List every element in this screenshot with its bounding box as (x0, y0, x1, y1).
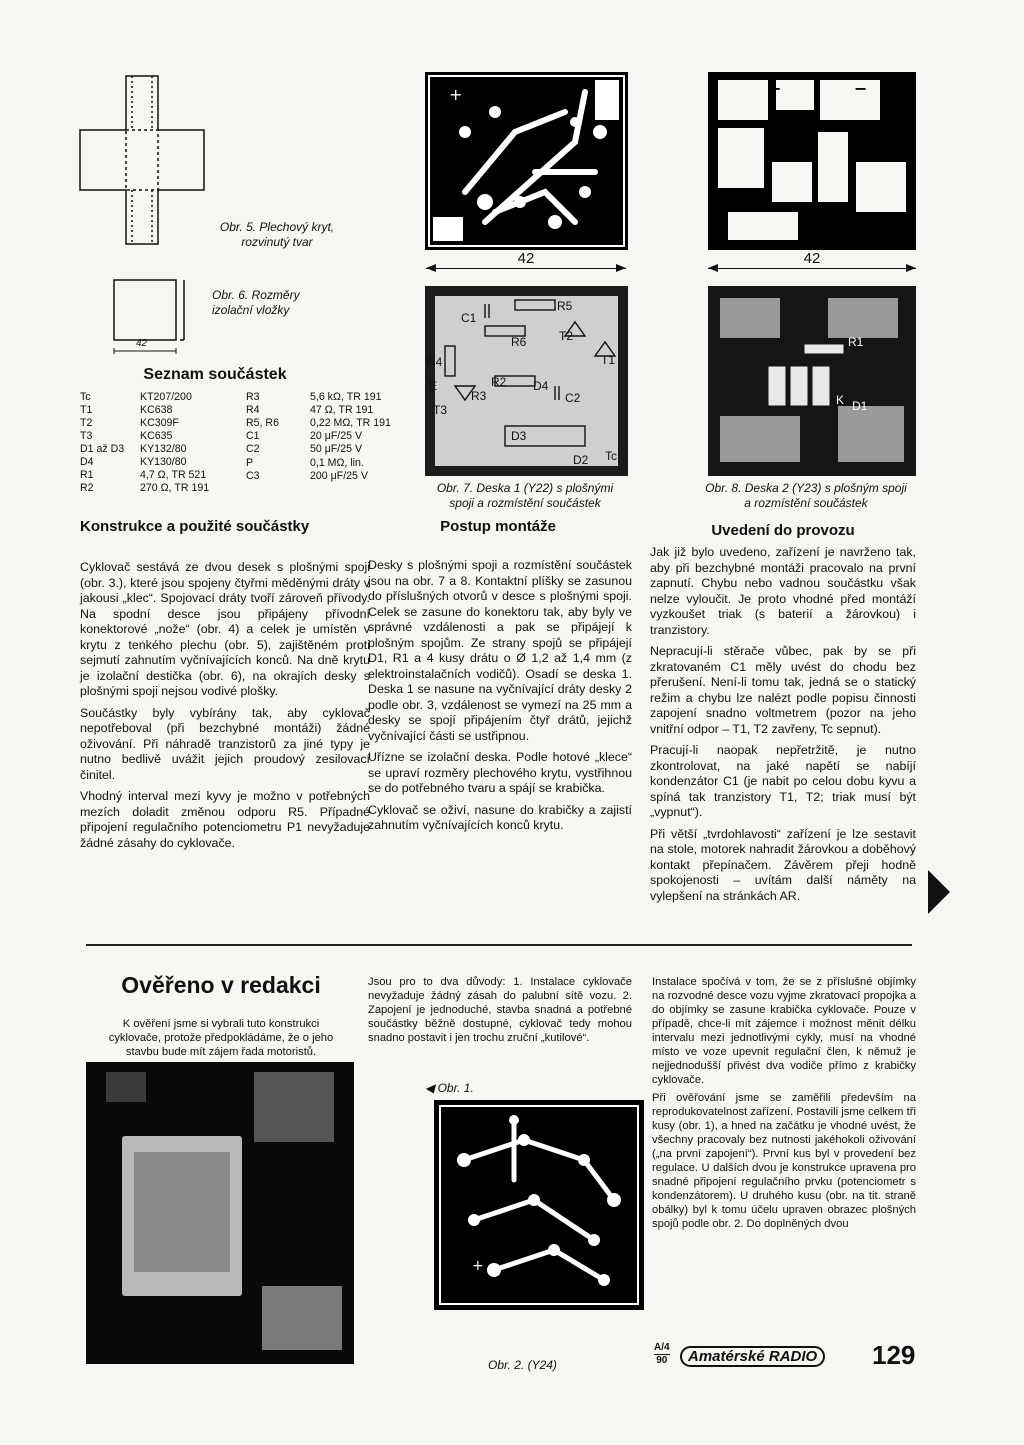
col3-paragraph: Jak již bylo uvedeno, zařízení je navrženo tak, aby při bezchybné montáži pracovalo na první zapnutí. Chybu nebo vadnou součástku však nelze vyloučit. Je proto vhodné před montáží vyzkoušet triak (s baterií a žárovkou) i tranzistory. (650, 545, 916, 637)
verified-box-intro: K ověření jsme si vybrali tuto konstrukci cyklovače, protože předpokládáme, že o jeho stavbu bude mít zájem řada motoristů. (108, 1018, 334, 1058)
parts-row (246, 404, 430, 417)
col2-body (368, 558, 632, 840)
part-designator: C3 (246, 470, 260, 482)
fig8-caption: Obr. 8. Deska 2 (Y23) s plošným spoji a rozmístění součástek (705, 481, 907, 510)
fig7-component-layout (425, 286, 628, 476)
verified-box-title: Ověřeno v redakci (121, 972, 321, 998)
col1-body (80, 560, 370, 857)
fig8-pcb-copper (708, 72, 916, 250)
col3-paragraph: Nepracují-li stěrače vůbec, pak by se při zkratovaném C1 měly uvést do chodu bez přerušení. Není-li tomu tak, jedná se o statický režim a chybu lze nalézt podle popisu činnosti zapojení snadno voltmetrem (pozor na jeho vnitřní odpor – T1, T2 zavřeny, Tc sepnut). (650, 644, 916, 736)
part-designator: R5, R6 (246, 417, 279, 429)
fig5-caption: Obr. 5. Plechový kryt, rozvinutý tvar (219, 220, 335, 249)
page-number: 129 (872, 1340, 916, 1370)
svg-text:E: E (429, 379, 438, 393)
fig6-insert-drawing (104, 276, 200, 358)
fig6-caption: Obr. 6. Rozměry izolační vložky (212, 288, 300, 317)
svg-text:R6: R6 (511, 335, 527, 349)
col1-paragraph: Cyklovač sestává ze dvou desek s plošnými spoji (obr. 3.), které jsou spojeny čtyřmi měděnými dráty v jakousi „klec“. Spojovací dráty tvoří zároveň přívody. Na spodní desce jsou připájeny přívodní konektorové „nože“ (obr. 4) a celek je umístěn v krytu z tenkého plechu (obr. 5), zajištěném proti sejmutí zahnutím vyčnívajících konců. Na dně krytu je izolační destička (obr. 6), na okrajích desky s plošnými spoji nejsou vodivé plošky. (80, 560, 370, 698)
svg-text:R4: R4 (427, 355, 443, 369)
svg-text:C1: C1 (461, 311, 477, 325)
part-designator: D4 (80, 456, 94, 468)
part-value: KC635 (140, 430, 173, 442)
parts-list-right (246, 391, 430, 483)
fig7-dimension: 42 (517, 250, 535, 267)
continue-arrow-icon (928, 870, 950, 914)
part-value: KY132/80 (140, 443, 187, 455)
fig5-cover-drawing (76, 72, 212, 252)
svg-text:D2: D2 (573, 453, 589, 467)
lower-right-paragraph: Při ověřování jsme se zaměřili především na reprodukovatelnost zařízení. Postavili jsme celkem tři kusy (obr. 1), a hned na začátku je vhodné uvést, že všechny pracovaly bez nutnosti jakéhokoli oživování („na první zapojení“). První kus byl v provedení bez regulace. U dalších dvou je konstrukce upravena pro snadné připojení regulačního prvku (potenciometr s kondenzátorem). U druhého kusu (obr. na tit. straně obálky) byl k tomu účelu upraven obrazec plošných spojů podle obr. 2. Do doplněných dvou (652, 1092, 916, 1230)
svg-text:R5: R5 (557, 299, 573, 313)
part-value: KC638 (140, 404, 173, 416)
part-value: KY130/80 (140, 456, 187, 468)
parts-row (80, 404, 240, 417)
svg-text:C2: C2 (565, 391, 581, 405)
col2-paragraph: Desky s plošnými spoji a rozmístění součástek jsou na obr. 7 a 8. Kontaktní plíšky se zasunou do příslušných otvorů v desce s plošnými spoji. Celek se zasune do konektoru tak, aby byly ve správné vzdálenosti a pak se připájejí k plošným spojům. Ze strany spojů se připájejí D1, R1 a 4 kusy drátu o Ø 1,2 až 1,4 mm (z elektroinstalačních vodičů). Osadí se deska 1. Deska 1 se nasune na vyčnívající dráty desky 2 podle obr. 3, vzdálenost se vymezí na 25 mm a desky se spojí připájením čtyř drátů, jejichž vyčnívající části se ustřipnou. (368, 558, 632, 743)
part-designator: C2 (246, 443, 260, 455)
parts-row (80, 391, 240, 404)
col1-paragraph: Součástky byly vybírány tak, aby cyklovač nepotřeboval (při bezchybné montáži) žádné oživování. Při náhradě tranzistorů za jiné typy je nutno bedlivě uvážit jejich proudový zesilovací činitel. (80, 705, 370, 782)
part-designator: R3 (246, 391, 260, 403)
part-designator: P (246, 457, 254, 469)
col3-heading: Uvedení do provozu (711, 522, 855, 539)
part-designator: C1 (246, 430, 260, 442)
part-value: 200 μF/25 V (310, 470, 368, 482)
svg-text:R1: R1 (848, 335, 864, 349)
part-value: 0,1 MΩ, lin. (310, 457, 364, 469)
svg-text:+: + (768, 79, 782, 98)
parts-row (80, 417, 240, 430)
parts-row (246, 457, 430, 470)
col1-heading: Konstrukce a použité součástky (80, 518, 310, 535)
svg-text:Tc: Tc (605, 449, 617, 463)
svg-text:R2: R2 (491, 375, 507, 389)
issue-number (654, 1342, 670, 1367)
svg-text:−: − (854, 79, 868, 98)
col1-paragraph: Vhodný interval mezi kyvy je možno v potřebných mezích doladit změnou odporu R5. Případné připojení regulačního potenciometru P1 nevyžaduje žádné zásahy do cyklovače. (80, 789, 370, 850)
svg-text:D4: D4 (533, 379, 549, 393)
parts-row (80, 456, 240, 469)
fig7-caption: Obr. 7. Deska 1 (Y22) s plošnými spoji a rozmístění součástek (436, 481, 614, 510)
parts-row (246, 430, 430, 443)
section-divider (86, 944, 912, 946)
col2-paragraph: Uřízne se izolační deska. Podle hotové „klece“ se upraví rozměry plechového krytu, vystřihnou se do potřebného tvaru a spájí se krabička. (368, 750, 632, 795)
parts-row (80, 430, 240, 443)
svg-text:T3: T3 (433, 403, 448, 417)
svg-text:D1: D1 (852, 399, 868, 413)
part-value: 5,6 kΩ, TR 191 (310, 391, 382, 403)
units-photo (86, 1062, 354, 1364)
svg-text:T1: T1 (601, 353, 616, 367)
col2-heading: Postup montáže (440, 518, 556, 535)
svg-text:D3: D3 (511, 429, 527, 443)
col3-body (650, 545, 916, 910)
part-designator: R1 (80, 469, 94, 481)
parts-row (246, 470, 430, 483)
col3-paragraph: Pracují-li naopak nepřetržitě, je nutno zkontrolovat, na jaké napětí se nabíjí kondenzátor C1 (je nabit po celou dobu kyvu a spíná tak tranzistory T1, T2; triak musí být „vypnut“). (650, 743, 916, 819)
parts-row (246, 417, 430, 430)
svg-text:T2: T2 (559, 329, 574, 343)
part-designator: T2 (80, 417, 93, 429)
lower-right-text (652, 975, 916, 1235)
fig8-component-layout (708, 286, 916, 476)
parts-row (246, 443, 430, 456)
lower-right-paragraph: Instalace spočívá v tom, že se z příslušné objímky na rozvodné desce vozu vyjme zkratovací propojka a do objímky se zasune krabička cyklovače. Pouze v případě, chce-li mít zájemce i možnost měnit délku intervalu mezi jednotlivými cykly, musí na vhodné místo ve voze upevnit regulační člen, k němuž je nejjednodušší přivést dva vodiče přímo z krabičky cyklovače. (652, 976, 916, 1086)
part-value: 4,7 Ω, TR 521 (140, 469, 207, 481)
part-designator: Tc (80, 391, 91, 403)
part-value: 47 Ω, TR 191 (310, 404, 374, 416)
parts-row (80, 469, 240, 482)
part-value: 0,22 MΩ, TR 191 (310, 417, 391, 429)
col2-paragraph: Cyklovač se oživí, nasune do krabičky a zajistí zahnutím vyčnívajících konců krytu. (368, 802, 632, 832)
fig6-dimension: 42 (136, 338, 148, 349)
parts-row (246, 391, 430, 404)
part-designator: T3 (80, 430, 93, 442)
svg-text:+: + (472, 1258, 484, 1274)
part-value: 50 μF/25 V (310, 443, 363, 455)
lower-mid-text: Jsou pro to dva důvody: 1. Instalace cyklovače nevyžaduje žádný zásah do palubní sítě vozu. 2. Zapojení je jednoduché, stavba snadná a potřebné součástky běžně dostupné, cyklovač tedy mohou snadno postavit i jen trochu zruční „kutilové“. (368, 976, 632, 1044)
col3-paragraph: Při větší „tvrdohlavosti“ zařízení je lze sestavit na stole, motorek nahradit žárovkou a doběhový kontakt přepínačem. Závěrem přeji hodně spokojenosti – uvítám další náměty na vylepšení na stránkách AR. (650, 826, 916, 903)
fig2-pcb-copper (434, 1100, 644, 1310)
part-designator: R4 (246, 404, 260, 416)
part-value: KC309F (140, 417, 179, 429)
part-designator: D1 až D3 (80, 443, 125, 455)
parts-row (80, 443, 240, 456)
magazine-logo: Amatérské RADIO (680, 1346, 825, 1367)
issue-top: A/4 (654, 1342, 670, 1353)
part-value: KT207/200 (140, 391, 192, 403)
part-designator: T1 (80, 404, 93, 416)
fig7-pcb-copper (425, 72, 628, 250)
svg-text:K: K (836, 393, 845, 407)
part-value: 20 μF/25 V (310, 430, 363, 442)
part-designator: R2 (80, 482, 94, 494)
part-value: 270 Ω, TR 191 (140, 482, 210, 494)
fig2-caption: Obr. 2. (Y24) (488, 1358, 557, 1372)
parts-list-left (80, 391, 240, 495)
parts-list-title: Seznam součástek (143, 366, 287, 383)
parts-row (80, 482, 240, 495)
svg-text:+: + (449, 85, 463, 104)
fig8-dimension: 42 (803, 250, 821, 267)
fig1-reference: ◀ Obr. 1. (425, 1081, 474, 1095)
issue-bottom: 90 (656, 1355, 668, 1366)
svg-text:R3: R3 (471, 389, 487, 403)
